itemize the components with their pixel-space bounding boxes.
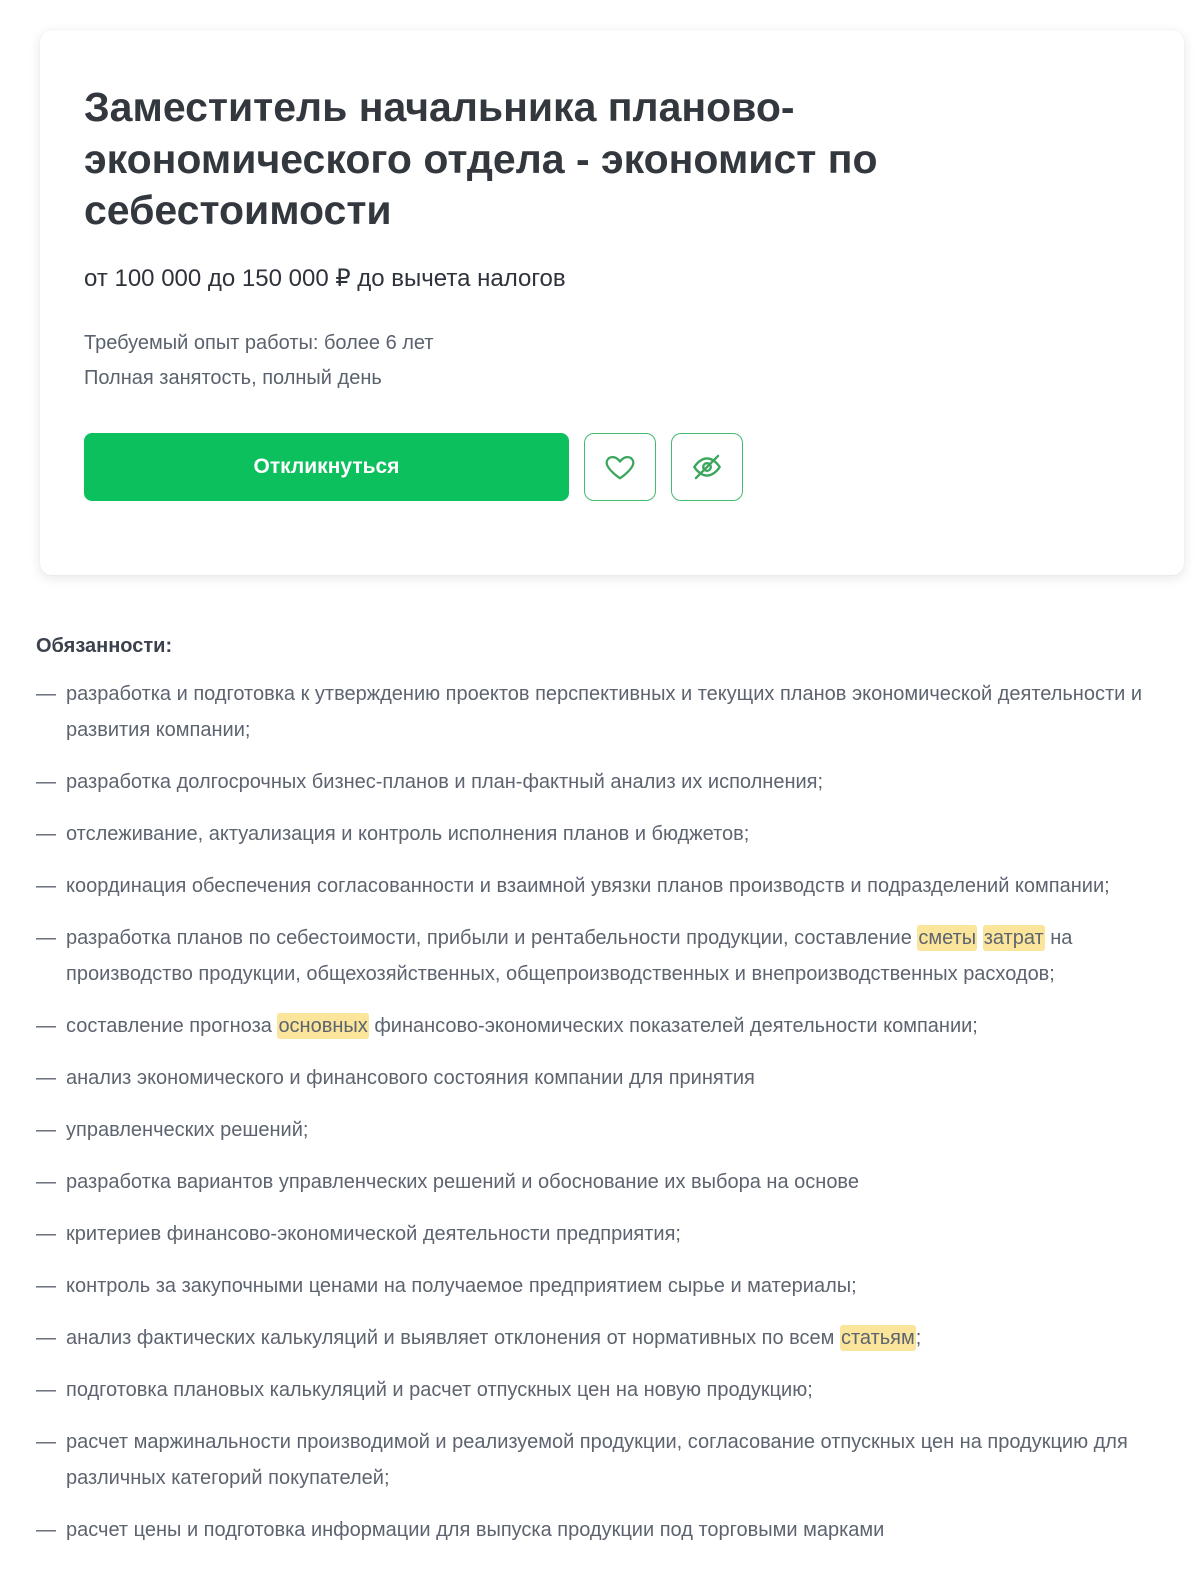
list-item — [36, 1008, 1166, 1044]
list-item — [36, 1268, 1166, 1304]
list-item — [36, 1060, 1166, 1096]
bullet-dash: — — [36, 1275, 56, 1297]
list-item-text: критериев финансово-экономической деятельности предприятия; — [66, 1223, 681, 1245]
hide-vacancy-button[interactable] — [671, 433, 743, 501]
bullet-dash: — — [36, 927, 56, 949]
bullet-dash: — — [36, 875, 56, 897]
list-item — [36, 1164, 1166, 1200]
list-item — [36, 1512, 1166, 1548]
highlighted-term: статьям — [840, 1327, 915, 1349]
list-item — [36, 1216, 1166, 1252]
list-item-text: расчет цены и подготовка информации для выпуска продукции под торговыми марками — [66, 1519, 885, 1541]
employment-type: Полная занятость, полный день — [84, 366, 382, 389]
list-item — [36, 868, 1166, 904]
bullet-dash: — — [36, 823, 56, 845]
list-item-text: анализ фактических калькуляций и выявляет отклонения от нормативных по всем статьям; — [66, 1327, 922, 1349]
bullet-dash: — — [36, 1327, 56, 1349]
bullet-dash: — — [36, 1223, 56, 1245]
apply-button[interactable]: Откликнуться — [84, 433, 569, 501]
list-item-text: координация обеспечения согласованности и взаимной увязки планов производств и подразделений компании; — [66, 875, 1110, 897]
list-item — [36, 1424, 1166, 1496]
list-item — [36, 764, 1166, 800]
bullet-dash: — — [36, 1519, 56, 1541]
description-section — [36, 632, 1166, 1548]
list-item-text: разработка и подготовка к утверждению проектов перспективных и текущих планов экономической деятельности и развития компании; — [66, 683, 1143, 741]
vacancy-title: Заместитель начальника планово-экономического отдела - экономист по себестоимости — [84, 84, 878, 234]
list-item — [36, 1112, 1166, 1148]
bullet-dash: — — [36, 1067, 56, 1089]
list-item-text: подготовка плановых калькуляций и расчет отпускных цен на новую продукцию; — [66, 1379, 813, 1401]
list-item-text: разработка планов по себестоимости, прибыли и рентабельности продукции, составление сметы затрат на производство продукции, общехозяйственных, общепроизводственных и внепроизводственных расходов; — [66, 927, 1073, 985]
list-item — [36, 1320, 1166, 1356]
list-item — [36, 920, 1166, 992]
bullet-dash: — — [36, 771, 56, 793]
list-item-text: управленческих решений; — [66, 1119, 309, 1141]
heart-icon — [602, 449, 638, 485]
responsibilities-list — [36, 676, 1166, 1548]
list-item-text: анализ экономического и финансового состояния компании для принятия — [66, 1067, 755, 1089]
list-item-text: контроль за закупочными ценами на получаемое предприятием сырье и материалы; — [66, 1275, 857, 1297]
favorite-button[interactable] — [584, 433, 656, 501]
list-item-text: разработка вариантов управленческих решений и обоснование их выбора на основе — [66, 1171, 859, 1193]
bullet-dash: — — [36, 683, 56, 705]
list-item — [36, 676, 1166, 748]
actions-row — [84, 433, 1140, 501]
vacancy-salary: от 100 000 до 150 000 ₽ до вычета налогов — [84, 264, 566, 292]
list-item-text: отслеживание, актуализация и контроль исполнения планов и бюджетов; — [66, 823, 750, 845]
eye-crossed-icon — [688, 448, 726, 486]
bullet-dash: — — [36, 1119, 56, 1141]
bullet-dash: — — [36, 1171, 56, 1193]
list-item — [36, 816, 1166, 852]
bullet-dash: — — [36, 1015, 56, 1037]
responsibilities-heading: Обязанности: — [36, 635, 173, 657]
bullet-dash: — — [36, 1379, 56, 1401]
highlighted-term: затрат — [983, 927, 1044, 949]
required-experience: Требуемый опыт работы: более 6 лет — [84, 331, 434, 354]
highlighted-term: основных — [278, 1015, 368, 1037]
highlighted-term: сметы — [918, 927, 977, 949]
list-item-text: составление прогноза основных финансово-экономических показателей деятельности компании; — [66, 1015, 978, 1037]
list-item — [36, 1372, 1166, 1408]
bullet-dash: — — [36, 1431, 56, 1453]
list-item-text: разработка долгосрочных бизнес-планов и план-фактный анализ их исполнения; — [66, 771, 824, 793]
vacancy-card — [40, 30, 1184, 575]
list-item-text: расчет маржинальности производимой и реализуемой продукции, согласование отпускных цен на продукцию для различных категорий покупателей; — [66, 1431, 1128, 1489]
